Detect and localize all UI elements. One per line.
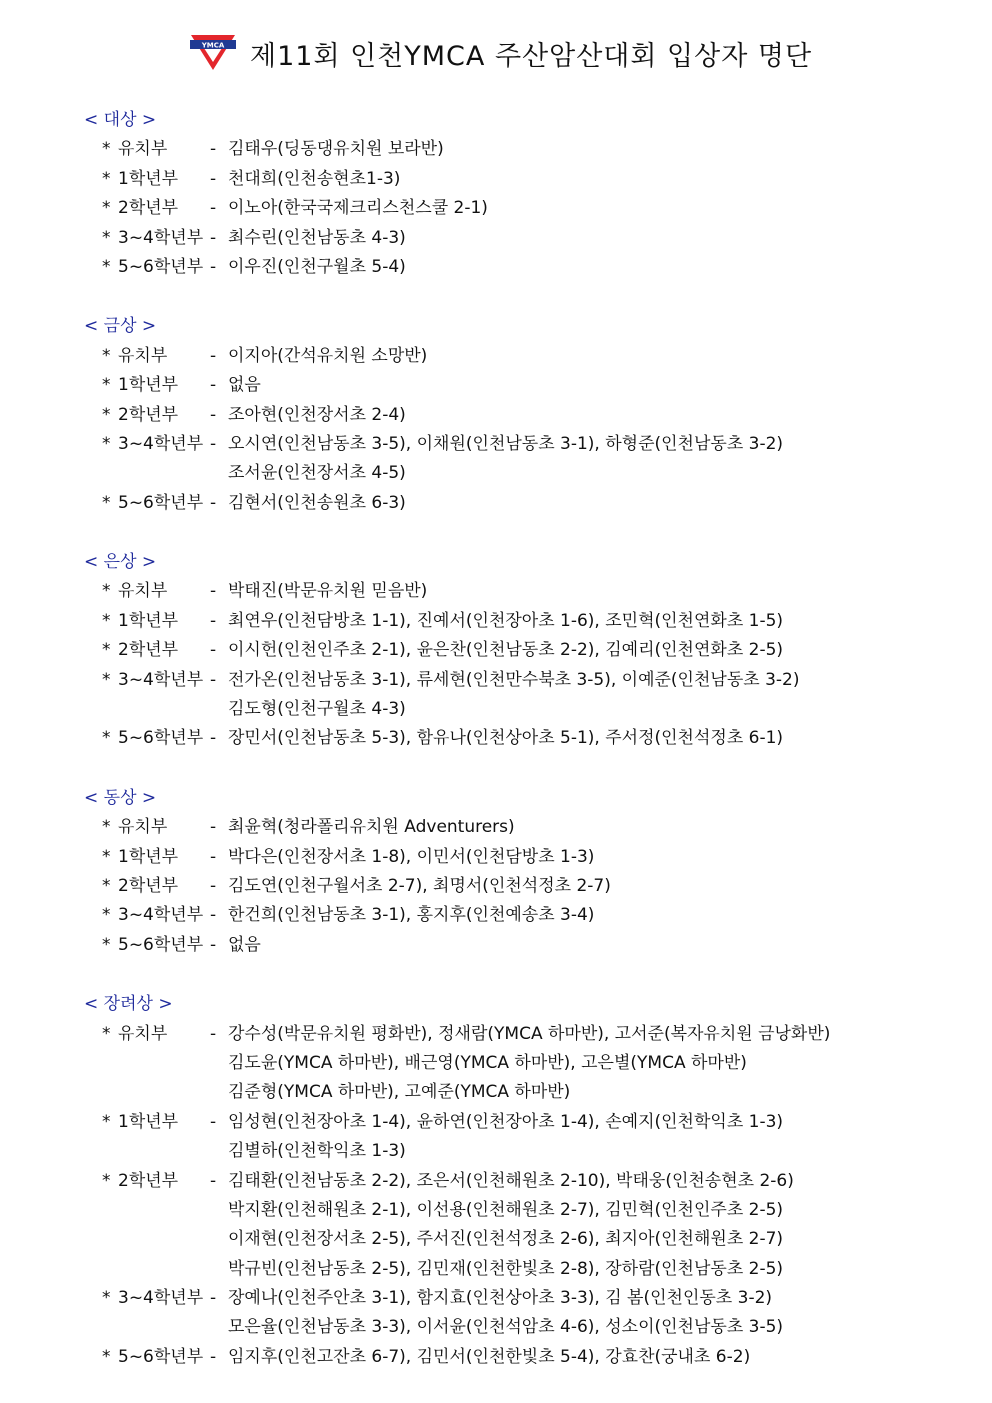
winner-names: 김준형(YMCA 하마반), 고예준(YMCA 하마반) [228,1082,571,1103]
bullet-marker: * [102,492,111,513]
award-row [0,342,992,371]
winner-names: 이지아(간석유치원 소망반) [228,345,428,366]
dash-separator: - [210,817,217,838]
winner-names: 전가온(인천남동초 3-1), 류세현(인천만수북초 3-5), 이예준(인천남동초 3-2) [228,669,800,690]
award-row-continuation [0,1255,992,1284]
bullet-marker: * [102,875,111,896]
division-label: 2학년부 [118,640,179,661]
division-label: 1학년부 [118,610,179,631]
award-row [0,872,992,901]
division-label: 1학년부 [118,168,179,189]
division-label: 3~4학년부 [118,905,204,926]
award-row [0,843,992,872]
bullet-marker: * [102,198,111,219]
division-label: 유치부 [118,581,168,602]
winner-names: 장예나(인천주안초 3-1), 함지효(인천상아초 3-3), 김 봄(인천인동초 3-2) [228,1288,773,1309]
winner-names: 이재현(인천장서초 2-5), 주서진(인천석정초 2-6), 최지아(인천해원초 2-7) [228,1229,784,1250]
ymca-logo [190,32,236,72]
page-title: 제11회 인천YMCA 주산암산대회 입상자 명단 [250,41,813,72]
winner-names: 김태우(딩동댕유치원 보라반) [228,139,444,160]
winner-names: 박태진(박문유치원 믿음반) [228,581,428,602]
bullet-marker: * [102,345,111,366]
section-heading: < 대상 > [84,110,157,130]
bullet-marker: * [102,728,111,749]
division-label: 5~6학년부 [118,492,204,513]
division-label: 5~6학년부 [118,1346,204,1367]
winner-names: 없음 [228,934,261,955]
award-row [0,165,992,194]
dash-separator: - [210,375,217,396]
award-row [0,401,992,430]
award-row-continuation [0,459,992,488]
bullet-marker: * [102,227,111,248]
bullet-marker: * [102,669,111,690]
dash-separator: - [210,640,217,661]
dash-separator: - [210,934,217,955]
winner-names: 박규빈(인천남동초 2-5), 김민재(인천한빛초 2-8), 장하람(인천남동초 2-5) [228,1258,784,1279]
winner-names: 한건희(인천남동초 3-1), 홍지후(인천예송초 3-4) [228,905,595,926]
award-row-continuation [0,1078,992,1107]
winner-names: 이노아(한국국제크리스천스쿨 2-1) [228,198,488,219]
bullet-marker: * [102,433,111,454]
dash-separator: - [210,198,217,219]
award-row [0,931,992,960]
dash-separator: - [210,581,217,602]
section-heading: < 금상 > [84,316,157,337]
bullet-marker: * [102,256,111,277]
division-label: 2학년부 [118,1170,179,1191]
dash-separator: - [210,1288,217,1309]
winner-names: 없음 [228,375,261,396]
document-header [0,28,992,78]
bullet-marker: * [102,1023,111,1044]
bullet-marker: * [102,846,111,867]
award-row [0,489,992,518]
award-section [0,990,992,1372]
dash-separator: - [210,669,217,690]
winner-names: 임지후(인천고잔초 6-7), 김민서(인천한빛초 5-4), 강효찬(궁내초 6-2) [228,1346,751,1367]
dash-separator: - [210,905,217,926]
award-row [0,636,992,665]
dash-separator: - [210,1023,217,1044]
award-row [0,813,992,842]
division-label: 5~6학년부 [118,256,204,277]
dash-separator: - [210,404,217,425]
award-section [0,106,992,282]
winner-names: 박다은(인천장서초 1-8), 이민서(인천담방초 1-3) [228,846,595,867]
dash-separator: - [210,728,217,749]
division-label: 2학년부 [118,198,179,219]
bullet-marker: * [102,640,111,661]
award-row [0,135,992,164]
division-label: 유치부 [118,817,168,838]
award-section [0,548,992,754]
award-row-continuation [0,695,992,724]
award-row [0,1343,992,1372]
winner-names: 최수린(인천남동초 4-3) [228,227,406,248]
award-row [0,724,992,753]
logo-text: YMCA [201,41,225,50]
bullet-marker: * [102,934,111,955]
award-row-continuation [0,1225,992,1254]
dash-separator: - [210,256,217,277]
division-label: 3~4학년부 [118,433,204,454]
award-row-continuation [0,1196,992,1225]
winner-names: 최윤혁(청라폴리유치원 Adventurers) [228,817,515,838]
dash-separator: - [210,492,217,513]
division-label: 5~6학년부 [118,728,204,749]
award-row [0,1284,992,1313]
division-label: 2학년부 [118,404,179,425]
award-row [0,901,992,930]
winner-names: 이시헌(인천인주초 2-1), 윤은찬(인천남동초 2-2), 김예리(인천연화초 2-5) [228,640,784,661]
award-row [0,430,992,459]
bullet-marker: * [102,375,111,396]
winner-names: 모은율(인천남동초 3-3), 이서윤(인천석암초 4-6), 성소이(인천남동초 3-5) [228,1317,784,1338]
award-section [0,784,992,960]
bullet-marker: * [102,1170,111,1191]
dash-separator: - [210,139,217,160]
winner-names: 김도윤(YMCA 하마반), 배근영(YMCA 하마반), 고은별(YMCA 하마반) [228,1052,747,1073]
winner-names: 천대희(인천송현초1-3) [228,168,401,189]
award-row [0,253,992,282]
winner-names: 장민서(인천남동초 5-3), 함유나(인천상아초 5-1), 주서정(인천석정초 6-1) [228,728,784,749]
bullet-marker: * [102,581,111,602]
division-label: 유치부 [118,345,168,366]
award-row [0,1108,992,1137]
dash-separator: - [210,345,217,366]
award-row-continuation [0,1049,992,1078]
division-label: 5~6학년부 [118,934,204,955]
award-row-continuation [0,1313,992,1342]
award-row [0,607,992,636]
dash-separator: - [210,1346,217,1367]
division-label: 유치부 [118,1023,168,1044]
winner-names: 오시연(인천남동초 3-5), 이채원(인천남동초 3-1), 하형준(인천남동초 3-2) [228,433,784,454]
winner-names: 박지환(인천해원초 2-1), 이선용(인천해원초 2-7), 김민혁(인천인주초 2-5) [228,1199,784,1220]
bullet-marker: * [102,610,111,631]
dash-separator: - [210,168,217,189]
section-heading: < 동상 > [84,787,157,808]
winner-names: 강수성(박문유치원 평화반), 정새람(YMCA 하마반), 고서준(복자유치원 금낭화반) [228,1023,831,1044]
bullet-marker: * [102,1288,111,1309]
award-row [0,666,992,695]
section-heading: < 장려상 > [84,994,173,1015]
section-heading: < 은상 > [84,552,157,573]
division-label: 1학년부 [118,846,179,867]
winner-names: 김태환(인천남동초 2-2), 조은서(인천해원초 2-10), 박태웅(인천송현초 2-6) [228,1170,794,1191]
division-label: 3~4학년부 [118,227,204,248]
division-label: 유치부 [118,139,168,160]
bullet-marker: * [102,1346,111,1367]
winner-names: 이우진(인천구월초 5-4) [228,256,406,277]
winner-names: 김도형(인천구월초 4-3) [228,699,406,720]
dash-separator: - [210,846,217,867]
dash-separator: - [210,875,217,896]
bullet-marker: * [102,168,111,189]
winner-names: 김별하(인천학익초 1-3) [228,1141,406,1162]
award-list [0,106,992,1402]
division-label: 3~4학년부 [118,1288,204,1309]
division-label: 3~4학년부 [118,669,204,690]
award-row [0,1167,992,1196]
bullet-marker: * [102,905,111,926]
bullet-marker: * [102,817,111,838]
bullet-marker: * [102,404,111,425]
dash-separator: - [210,433,217,454]
award-row [0,194,992,223]
award-row [0,224,992,253]
winner-names: 김도연(인천구월서초 2-7), 최명서(인천석정초 2-7) [228,875,611,896]
division-label: 1학년부 [118,1111,179,1132]
dash-separator: - [210,227,217,248]
division-label: 1학년부 [118,375,179,396]
award-row [0,577,992,606]
dash-separator: - [210,1170,217,1191]
dash-separator: - [210,1111,217,1132]
winner-names: 최연우(인천담방초 1-1), 진예서(인천장아초 1-6), 조민혁(인천연화초 1-5) [228,610,784,631]
award-section [0,312,992,518]
dash-separator: - [210,610,217,631]
award-row [0,371,992,400]
winner-names: 김현서(인천송원초 6-3) [228,492,406,513]
winner-names: 임성현(인천장아초 1-4), 윤하연(인천장아초 1-4), 손예지(인천학익초 1-3) [228,1111,784,1132]
winner-names: 조서윤(인천장서초 4-5) [228,463,406,484]
winner-names: 조아현(인천장서초 2-4) [228,404,406,425]
division-label: 2학년부 [118,875,179,896]
award-row [0,1020,992,1049]
bullet-marker: * [102,139,111,160]
bullet-marker: * [102,1111,111,1132]
award-row-continuation [0,1137,992,1166]
